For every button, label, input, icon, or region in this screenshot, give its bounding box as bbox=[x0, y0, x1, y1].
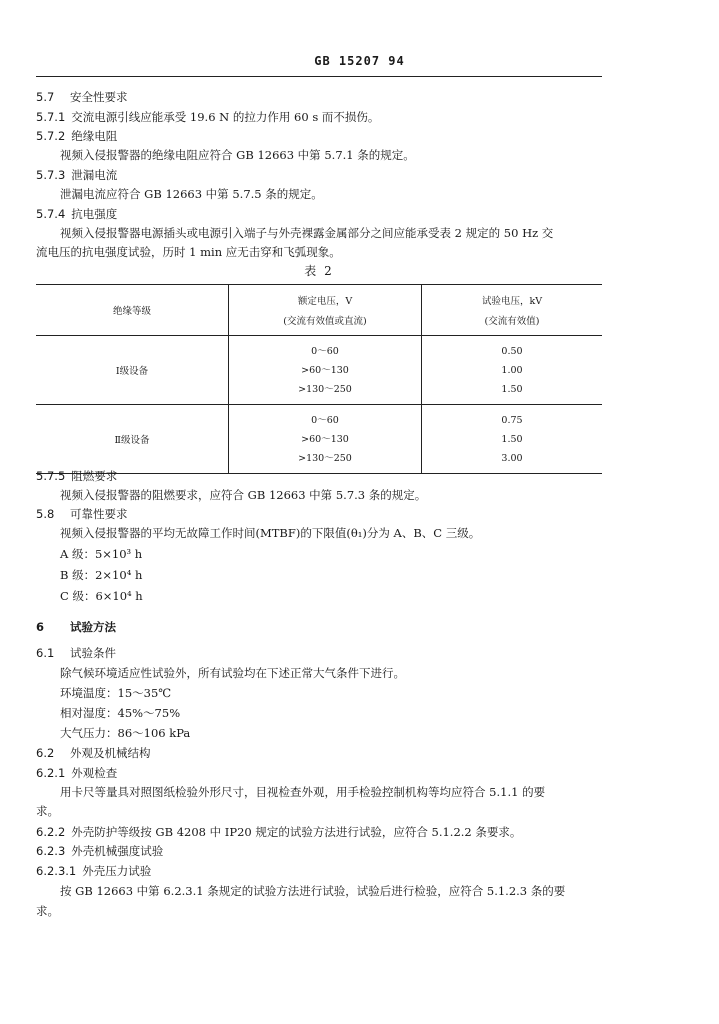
cell-test-voltages bbox=[422, 405, 603, 474]
section-title: 外观检查 bbox=[71, 766, 118, 780]
cell-value: 1.50 bbox=[501, 383, 523, 395]
section-title: 可靠性要求 bbox=[70, 507, 128, 521]
cell-value: 0～60 bbox=[311, 414, 339, 426]
table-caption: 表 2 bbox=[304, 264, 334, 278]
condition-pressure: 大气压力：86～106 kPa bbox=[60, 726, 191, 740]
header-rated-voltage-note: (交流有效值或直流) bbox=[283, 316, 367, 327]
section-6-2-1 bbox=[36, 764, 606, 783]
section-5-7-5 bbox=[36, 467, 606, 486]
cell-value: 1.00 bbox=[501, 364, 523, 376]
section-title: 安全性要求 bbox=[70, 90, 128, 104]
section-number: 5.7 bbox=[36, 90, 55, 104]
cell-value: 3.00 bbox=[501, 452, 523, 464]
section-number: 5.7.1 bbox=[36, 110, 66, 124]
section-title: 外观及机械结构 bbox=[70, 746, 151, 760]
section-6-1 bbox=[36, 644, 606, 663]
condition-humidity: 相对湿度：45%～75% bbox=[60, 706, 181, 720]
cell-rated-voltages bbox=[229, 336, 422, 405]
section-6-2-1-body-line1: 用卡尺等量具对照图纸检验外形尺寸，目视检查外观，用手检验控制机构等均应符合 5.1.1 的要 bbox=[60, 785, 546, 799]
section-number: 6.1 bbox=[36, 646, 55, 660]
section-6-2-3-1-body-line1: 按 GB 12663 中第 6.2.3.1 条规定的试验方法进行试验，试验后进行检验，应符合 5.1.2.3 条的要 bbox=[60, 884, 566, 898]
table-row bbox=[36, 405, 602, 474]
section-5-8-body: 视频入侵报警器的平均无故障工作时间(MTBF)的下限值(θ₁)分为 A、B、C 三级。 bbox=[60, 526, 481, 540]
condition-temperature: 环境温度：15～35℃ bbox=[60, 686, 172, 700]
cell-value: 0～60 bbox=[311, 345, 339, 357]
section-number: 6 bbox=[36, 620, 45, 634]
section-5-7-3 bbox=[36, 166, 606, 185]
section-number: 5.7.3 bbox=[36, 168, 66, 182]
section-title: 绝缘电阻 bbox=[71, 129, 118, 143]
cell-class: Ⅰ级设备 bbox=[36, 336, 229, 405]
section-5-8 bbox=[36, 505, 606, 524]
section-title: 泄漏电流 bbox=[71, 168, 118, 182]
grade-b: B 级：2×10⁴ h bbox=[60, 568, 143, 582]
table-2 bbox=[36, 284, 602, 474]
section-text: 外壳防护等级按 GB 4208 中 IP20 规定的试验方法进行试验，应符合 5.1.2.2 条要求。 bbox=[71, 825, 522, 839]
section-5-7-4 bbox=[36, 205, 606, 224]
section-number: 5.7.5 bbox=[36, 469, 66, 483]
cell-class: Ⅱ级设备 bbox=[36, 405, 229, 474]
section-number: 6.2.3.1 bbox=[36, 864, 77, 878]
table-row bbox=[36, 336, 602, 405]
cell-value: >130～250 bbox=[298, 452, 352, 464]
header-test-voltage-label: 试验电压，kV bbox=[481, 296, 543, 307]
section-title: 阻燃要求 bbox=[71, 469, 118, 483]
header-insulation-class: 绝缘等级 bbox=[36, 285, 229, 336]
section-5-7 bbox=[36, 88, 606, 107]
section-5-7-2-body: 视频入侵报警器的绝缘电阻应符合 GB 12663 中第 5.7.1 条的规定。 bbox=[60, 148, 415, 162]
grade-a: A 级：5×10³ h bbox=[60, 547, 143, 561]
section-6-2-3-1 bbox=[36, 862, 606, 881]
section-number: 5.7.2 bbox=[36, 129, 66, 143]
header-test-voltage bbox=[422, 285, 603, 336]
cell-test-voltages bbox=[422, 336, 603, 405]
cell-value: 1.50 bbox=[501, 433, 523, 445]
section-5-7-1 bbox=[36, 108, 606, 127]
section-title: 抗电强度 bbox=[71, 207, 118, 221]
section-5-7-4-body-line1: 视频入侵报警器电源插头或电源引入端子与外壳裸露金属部分之间应能承受表 2 规定的 50 Hz 交 bbox=[60, 226, 554, 240]
section-5-7-3-body: 泄漏电流应符合 GB 12663 中第 5.7.5 条的规定。 bbox=[60, 187, 323, 201]
header-test-voltage-note: (交流有效值) bbox=[484, 316, 540, 327]
section-number: 6.2 bbox=[36, 746, 55, 760]
section-5-7-4-body-line2: 流电压的抗电强度试验，历时 1 min 应无击穿和飞弧现象。 bbox=[36, 245, 341, 259]
header-rule bbox=[36, 76, 602, 77]
cell-value: 0.75 bbox=[501, 414, 523, 426]
section-number: 6.2.3 bbox=[36, 844, 66, 858]
section-title: 试验方法 bbox=[70, 620, 116, 634]
section-title: 外壳压力试验 bbox=[82, 864, 152, 878]
grade-c: C 级：6×10⁴ h bbox=[60, 589, 143, 603]
section-6-2-3-1-body-line2: 求。 bbox=[36, 904, 59, 918]
cell-value: >60～130 bbox=[301, 364, 349, 376]
section-text: 交流电源引线应能承受 19.6 N 的拉力作用 60 s 而不损伤。 bbox=[71, 110, 380, 124]
header-rated-voltage bbox=[229, 285, 422, 336]
section-number: 5.8 bbox=[36, 507, 55, 521]
section-6 bbox=[36, 618, 606, 637]
section-number: 6.2.2 bbox=[36, 825, 66, 839]
section-title: 外壳机械强度试验 bbox=[71, 844, 164, 858]
section-6-2 bbox=[36, 744, 606, 763]
cell-value: >130～250 bbox=[298, 383, 352, 395]
table-header-row bbox=[36, 285, 602, 336]
cell-value: >60～130 bbox=[301, 433, 349, 445]
standard-header: GB 15207 94 bbox=[314, 54, 405, 68]
cell-value: 0.50 bbox=[501, 345, 523, 357]
section-title: 试验条件 bbox=[70, 646, 116, 660]
header-rated-voltage-label: 额定电压，V bbox=[297, 296, 353, 307]
section-6-2-3 bbox=[36, 842, 606, 861]
cell-rated-voltages bbox=[229, 405, 422, 474]
section-5-7-2 bbox=[36, 127, 606, 146]
section-6-2-1-body-line2: 求。 bbox=[36, 804, 59, 818]
section-6-1-body: 除气候环境适应性试验外，所有试验均在下述正常大气条件下进行。 bbox=[60, 666, 405, 680]
section-5-7-5-body: 视频入侵报警器的阻燃要求，应符合 GB 12663 中第 5.7.3 条的规定。 bbox=[60, 488, 427, 502]
section-number: 5.7.4 bbox=[36, 207, 66, 221]
section-number: 6.2.1 bbox=[36, 766, 66, 780]
section-6-2-2 bbox=[36, 823, 606, 842]
